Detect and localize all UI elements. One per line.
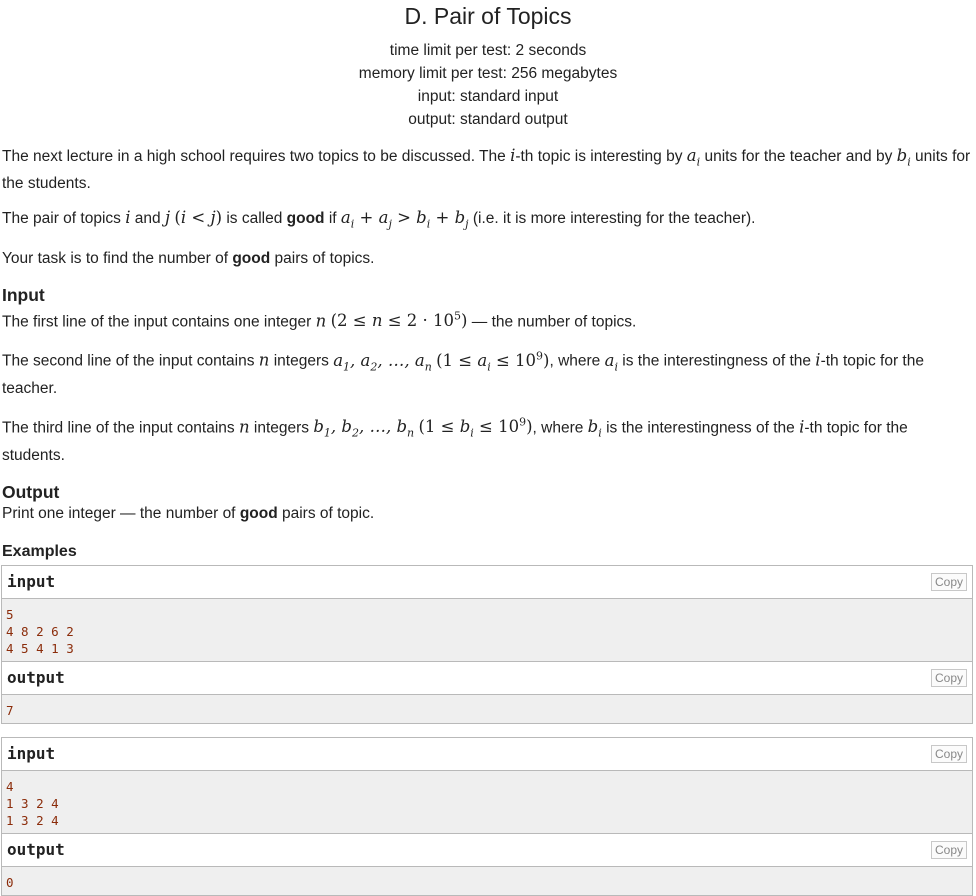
example-2-output: 0: [2, 867, 972, 895]
copy-button[interactable]: Copy: [931, 573, 967, 591]
copy-button[interactable]: Copy: [931, 669, 967, 687]
legend-paragraph-1: The next lecture in a high school requires two topics to be discussed. The i-th topic is interesting by $a_i$ units for the teacher and by $b_i$ units for the students.: [2, 146, 971, 193]
problem-header: [0, 0, 976, 131]
input-spec: input: standard input: [417, 88, 559, 105]
input-label: input: [7, 744, 56, 764]
output-section-title: Output: [2, 481, 60, 502]
problem-title: D. Pair of Topics: [404, 3, 572, 29]
input-label: input: [7, 572, 56, 592]
example-1-input-header: [2, 566, 972, 599]
example-2: [1, 737, 973, 896]
input-line-2: The second line of the input contains n integers $a_1$, $a_2$, …, $a_n$ $(1 \le a_i \le 10^9)$, where $a_i$ is the interestingness of the i-th topic for the teacher.: [2, 349, 924, 397]
legend-paragraph-3: Your task is to find the number of good pairs of topics.: [2, 249, 375, 267]
example-1-output-header: [2, 662, 972, 695]
copy-button[interactable]: Copy: [931, 745, 967, 763]
example-1-input: 5 4 8 2 6 2 4 5 4 1 3: [2, 599, 972, 662]
example-2-output-header: [2, 834, 972, 867]
example-2-input: 4 1 3 2 4 1 3 2 4: [2, 771, 972, 834]
problem-statement: [0, 145, 976, 562]
input-section-title: Input: [2, 284, 45, 305]
output-line: Print one integer — the number of good pairs of topic.: [2, 504, 375, 522]
example-1: [1, 565, 973, 724]
memory-limit: memory limit per test: 256 megabytes: [358, 65, 618, 82]
example-1-output: 7: [2, 695, 972, 723]
examples-title: Examples: [2, 542, 77, 560]
output-label: output: [7, 668, 65, 688]
legend-paragraph-2: The pair of topics i and j (i < j) is called good if $a_i + a_j > b_i + b_j$ (i.e. it is more interesting for the teacher).: [2, 208, 756, 231]
input-line-1: The first line of the input contains one integer n $(2 \le n \le 2 \cdot 10^5)$ — the number of topics.: [2, 309, 637, 331]
output-label: output: [7, 840, 65, 860]
time-limit: time limit per test: 2 seconds: [389, 42, 587, 59]
example-2-input-header: [2, 738, 972, 771]
output-spec: output: standard output: [408, 111, 568, 128]
input-line-3: The third line of the input contains n integers $b_1$, $b_2$, …, $b_n$ $(1 \le b_i \le 10^9)$, where $b_i$ is the interestingness of the i-th topic for the students.: [2, 415, 908, 464]
copy-button[interactable]: Copy: [931, 841, 967, 859]
